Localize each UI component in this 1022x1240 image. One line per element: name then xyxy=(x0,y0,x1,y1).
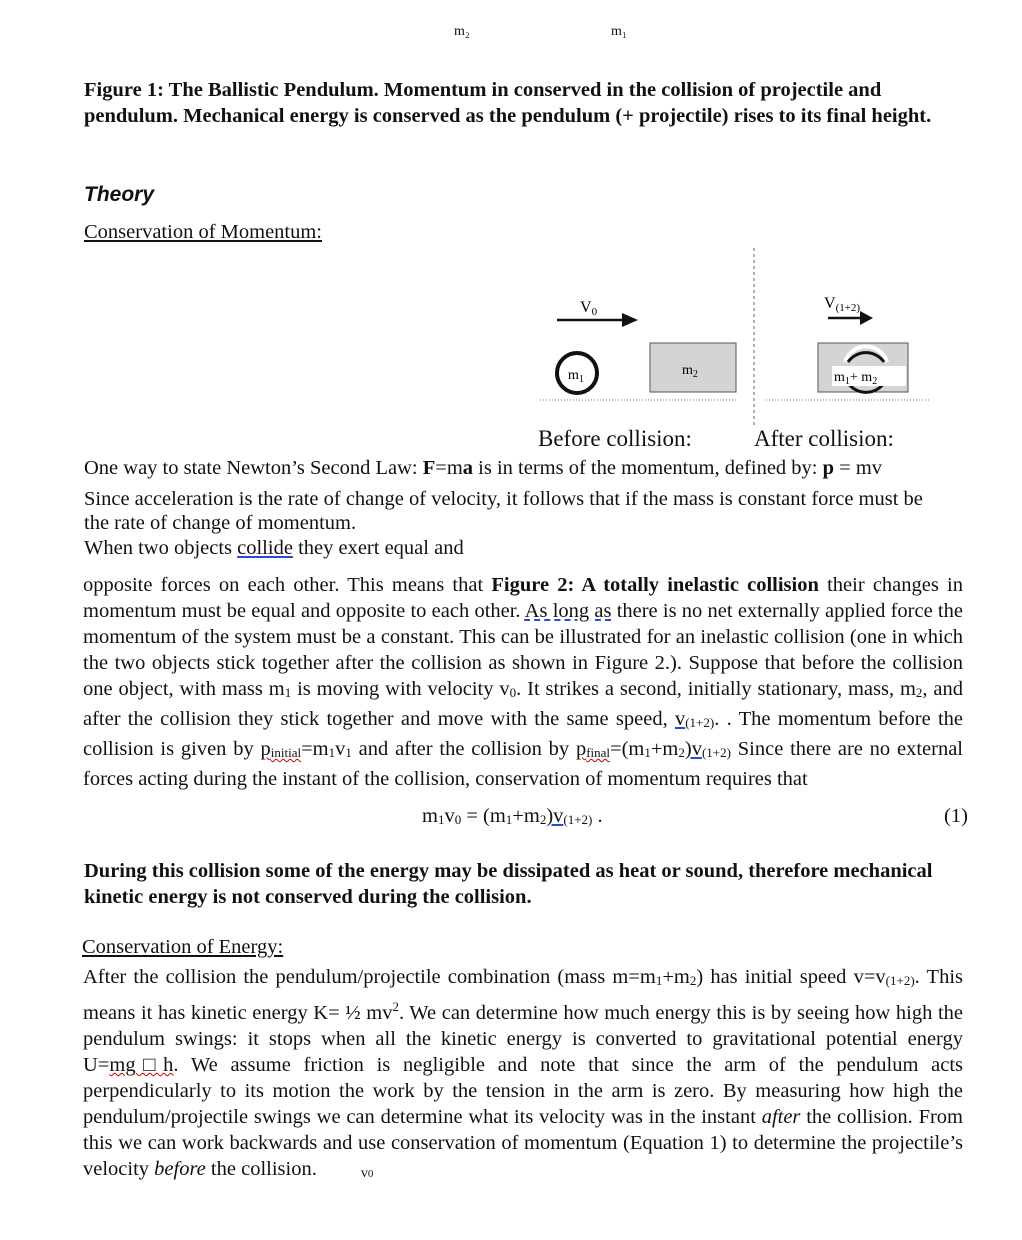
m2-label: $m_2$ xyxy=(682,363,698,380)
collide-line: When two objects collide they exert equal and xyxy=(84,537,464,559)
equation-1: m1v0 = (m1+m2)v(1+2) . xyxy=(422,805,603,827)
section-heading-theory: Theory xyxy=(84,183,155,206)
before-collision-label: Before collision: xyxy=(538,426,692,451)
energy-paragraph: After the collision the pendulum/projectile combination (mass m=m1+m2) has initial speed v=v(1+2). This means it has kinetic energy K= ½ $mv^2$. We can determine how much energy this is by seeing how high the pendulum swings: it stops when all the kinetic energy is converted to gravitational potential energy U=mg□h. We assume friction is negligible and note that since the arm of the pendulum acts perpendicularly to its motion the work by the tension in the arm is zero. By measuring how high the pendulum/projectile swings we can determine what its velocity was in the instant after the collision. From this we can work backwards and use conservation of momentum (Equation 1) to determine the projectile’s velocity before the collision. v0 xyxy=(83,966,964,1181)
m2-block xyxy=(650,343,736,392)
figure1-label-m1: m₁ xyxy=(611,24,627,39)
heading-conservation-of-momentum: Conservation of Momentum: xyxy=(84,221,323,243)
momentum-paragraph: opposite forces on each other. This means that Figure 2: A totally inelastic collision their changes in momentum must be equal and opposite to each other. As long as there is no net externally applied force the momentum of the system must be a constant. This can be illustrated for an inelastic collision (one in which the two objects stick together after the collision as shown in Figure 2.). Suppose that before the collision one object, with mass m1 is moving with velocity v0. It strikes a second, initially stationary, mass, m2, and after the collision they stick together and move with the same speed, v(1+2). . The momentum before the collision is given by pinitial=m1v1 and after the collision by pfinal=(m1+m2)v(1+2) Since there are no external forces acting during the instant of the collision, conservation of momentum requires that xyxy=(83,574,964,790)
v0-label: V0 xyxy=(580,299,598,318)
after-collision-label: After collision: xyxy=(754,426,894,451)
newton-law-line: One way to state Newton’s Second Law: F=ma is in terms of the momentum, defined by: p = mv xyxy=(84,457,883,479)
v12-arrowhead xyxy=(860,311,873,325)
m1-label: $m_1$ xyxy=(568,368,584,385)
m1-plus-m2-label: $m_1+ m_2$ xyxy=(834,370,878,387)
figure1-caption: Figure 1: The Ballistic Pendulum. Momentum in conserved in the collision of projectile and pendulum. Mechanical energy is conserved as the pendulum (+ projectile) rises to its final height. xyxy=(84,79,932,127)
v12-label: V(1+2) xyxy=(824,295,861,314)
v0-arrowhead xyxy=(622,313,638,327)
acceleration-paragraph: Since acceleration is the rate of change of velocity, it follows that if the mass is constant force must be the rate of change of momentum. xyxy=(84,488,923,534)
energy-dissipation-note: During this collision some of the energy may be dissipated as heat or sound, therefore mechanical kinetic energy is not conserved during the collision. xyxy=(84,860,933,908)
figure1-label-m2: m₂ xyxy=(454,24,470,39)
equation-1-number: (1) xyxy=(944,805,968,827)
heading-conservation-of-energy: Conservation of Energy: xyxy=(82,936,284,958)
